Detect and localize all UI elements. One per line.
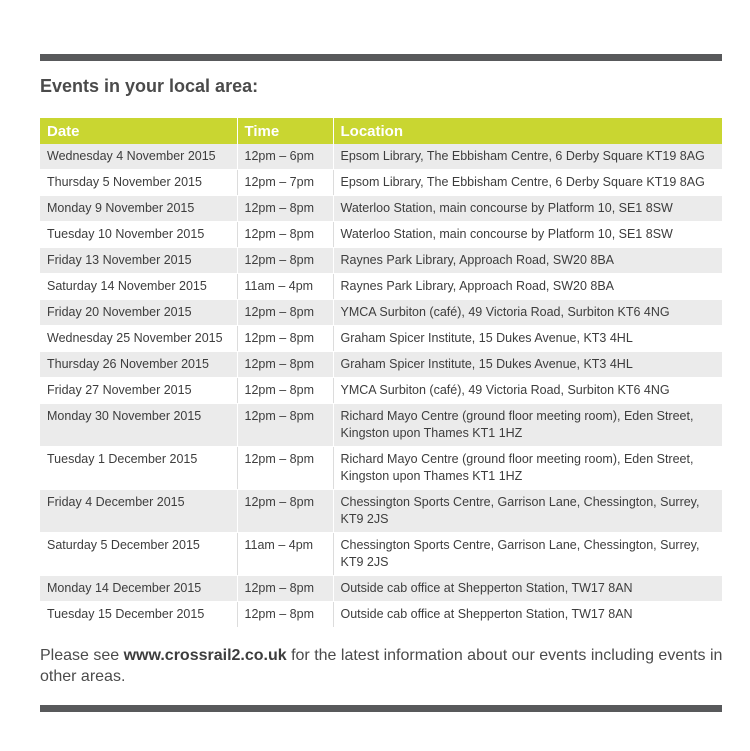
table-row — [40, 222, 722, 248]
table-header-row — [40, 118, 722, 144]
top-divider — [40, 54, 722, 61]
event-date: Monday 14 December 2015 — [40, 576, 237, 602]
event-time: 11am – 4pm — [237, 533, 333, 576]
event-date: Friday 27 November 2015 — [40, 378, 237, 404]
event-time: 12pm – 8pm — [237, 602, 333, 628]
column-header-date: Date — [40, 118, 237, 144]
event-time: 12pm – 8pm — [237, 576, 333, 602]
event-time: 12pm – 8pm — [237, 326, 333, 352]
event-location: Raynes Park Library, Approach Road, SW20 8BA — [333, 248, 722, 274]
event-time: 12pm – 8pm — [237, 222, 333, 248]
event-date: Friday 4 December 2015 — [40, 490, 237, 533]
event-date: Friday 13 November 2015 — [40, 248, 237, 274]
event-location: Waterloo Station, main concourse by Platform 10, SE1 8SW — [333, 196, 722, 222]
table-row — [40, 602, 722, 628]
event-date: Thursday 26 November 2015 — [40, 352, 237, 378]
crossrail2-website-link[interactable]: www.crossrail2.co.uk — [123, 647, 287, 664]
column-header-location: Location — [333, 118, 722, 144]
event-time: 12pm – 7pm — [237, 170, 333, 196]
event-date: Tuesday 10 November 2015 — [40, 222, 237, 248]
table-row — [40, 378, 722, 404]
event-time: 12pm – 8pm — [237, 404, 333, 447]
event-location: Waterloo Station, main concourse by Platform 10, SE1 8SW — [333, 222, 722, 248]
table-row — [40, 352, 722, 378]
table-row — [40, 326, 722, 352]
table-row — [40, 576, 722, 602]
event-date: Wednesday 25 November 2015 — [40, 326, 237, 352]
table-row — [40, 248, 722, 274]
event-date: Saturday 5 December 2015 — [40, 533, 237, 576]
event-time: 12pm – 8pm — [237, 490, 333, 533]
event-location: Raynes Park Library, Approach Road, SW20 8BA — [333, 274, 722, 300]
event-date: Friday 20 November 2015 — [40, 300, 237, 326]
event-date: Saturday 14 November 2015 — [40, 274, 237, 300]
event-location: YMCA Surbiton (café), 49 Victoria Road, Surbiton KT6 4NG — [333, 300, 722, 326]
event-location: Epsom Library, The Ebbisham Centre, 6 Derby Square KT19 8AG — [333, 170, 722, 196]
event-location: Chessington Sports Centre, Garrison Lane, Chessington, Surrey, KT9 2JS — [333, 533, 722, 576]
event-time: 12pm – 8pm — [237, 352, 333, 378]
event-time: 12pm – 8pm — [237, 196, 333, 222]
event-date: Wednesday 4 November 2015 — [40, 144, 237, 170]
table-row — [40, 274, 722, 300]
table-row — [40, 144, 722, 170]
table-row — [40, 447, 722, 490]
event-date: Thursday 5 November 2015 — [40, 170, 237, 196]
event-location: Outside cab office at Shepperton Station, TW17 8AN — [333, 602, 722, 628]
table-row — [40, 300, 722, 326]
event-time: 12pm – 8pm — [237, 300, 333, 326]
table-row — [40, 196, 722, 222]
table-row — [40, 490, 722, 533]
event-location: Epsom Library, The Ebbisham Centre, 6 Derby Square KT19 8AG — [333, 144, 722, 170]
event-time: 12pm – 8pm — [237, 378, 333, 404]
footnote-text-before: Please see — [40, 647, 124, 664]
event-location: Richard Mayo Centre (ground floor meeting room), Eden Street, Kingston upon Thames KT1 1HZ — [333, 404, 722, 447]
event-date: Tuesday 1 December 2015 — [40, 447, 237, 490]
event-location: Graham Spicer Institute, 15 Dukes Avenue, KT3 4HL — [333, 352, 722, 378]
table-row — [40, 404, 722, 447]
events-table — [40, 118, 722, 628]
event-location: YMCA Surbiton (café), 49 Victoria Road, Surbiton KT6 4NG — [333, 378, 722, 404]
event-location: Richard Mayo Centre (ground floor meeting room), Eden Street, Kingston upon Thames KT1 1HZ — [333, 447, 722, 490]
event-time: 12pm – 8pm — [237, 447, 333, 490]
table-row — [40, 170, 722, 196]
footnote-text-after: for the latest information about our events including events in other areas. — [40, 647, 723, 685]
event-date: Monday 30 November 2015 — [40, 404, 237, 447]
event-time: 12pm – 8pm — [237, 248, 333, 274]
event-location: Outside cab office at Shepperton Station, TW17 8AN — [333, 576, 722, 602]
event-date: Tuesday 15 December 2015 — [40, 602, 237, 628]
bottom-divider — [40, 705, 722, 712]
footnote — [40, 645, 730, 687]
section-heading: Events in your local area: — [40, 76, 259, 96]
event-location: Graham Spicer Institute, 15 Dukes Avenue, KT3 4HL — [333, 326, 722, 352]
event-date: Monday 9 November 2015 — [40, 196, 237, 222]
event-time: 11am – 4pm — [237, 274, 333, 300]
event-location: Chessington Sports Centre, Garrison Lane, Chessington, Surrey, KT9 2JS — [333, 490, 722, 533]
column-header-time: Time — [237, 118, 333, 144]
table-row — [40, 533, 722, 576]
event-time: 12pm – 6pm — [237, 144, 333, 170]
